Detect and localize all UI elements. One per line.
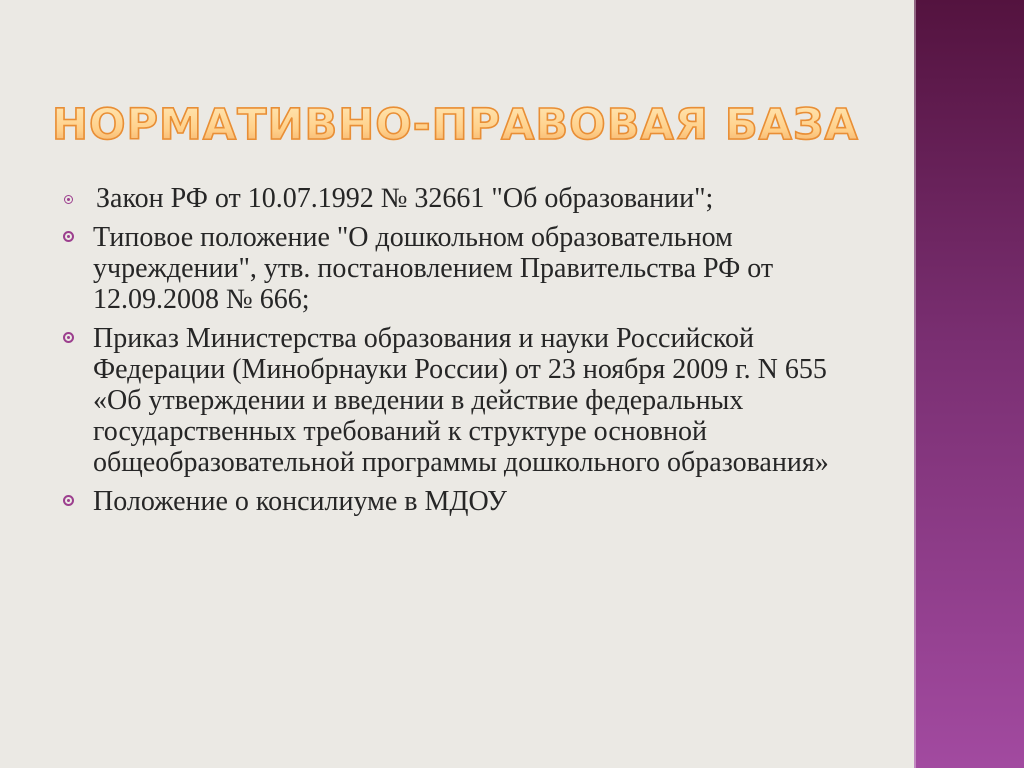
- list-item: [56, 183, 856, 214]
- list-item: [56, 222, 856, 315]
- list-item-text: Приказ Министерства образования и науки Российской Федерации (Минобрнауки России) от 23 ноября 2009 г. N 655 «Об утверждении и введении в действие федеральных государственных требований к структуре основной общеобразовательной программы дошкольного образования»: [93, 323, 829, 478]
- circle-dot-icon: [63, 495, 74, 506]
- slide-title: НОРМАТИВНО-ПРАВОВАЯ БАЗА: [52, 100, 859, 150]
- circle-dot-icon: [63, 332, 74, 343]
- list-item: [56, 486, 856, 517]
- list-item: [56, 323, 856, 478]
- circle-dot-icon: [64, 195, 73, 204]
- list-item-text: Типовое положение "О дошкольном образовательном учреждении", утв. постановлением Правительства РФ от 12.09.2008 № 666;: [93, 222, 774, 315]
- bullet-list: [56, 183, 856, 525]
- list-item-text: Положение о консилиуме в МДОУ: [93, 486, 507, 517]
- decorative-side-band: [914, 0, 1024, 768]
- list-item-text: Закон РФ от 10.07.1992 № 32661 "Об образовании";: [96, 183, 714, 214]
- circle-dot-icon: [63, 231, 74, 242]
